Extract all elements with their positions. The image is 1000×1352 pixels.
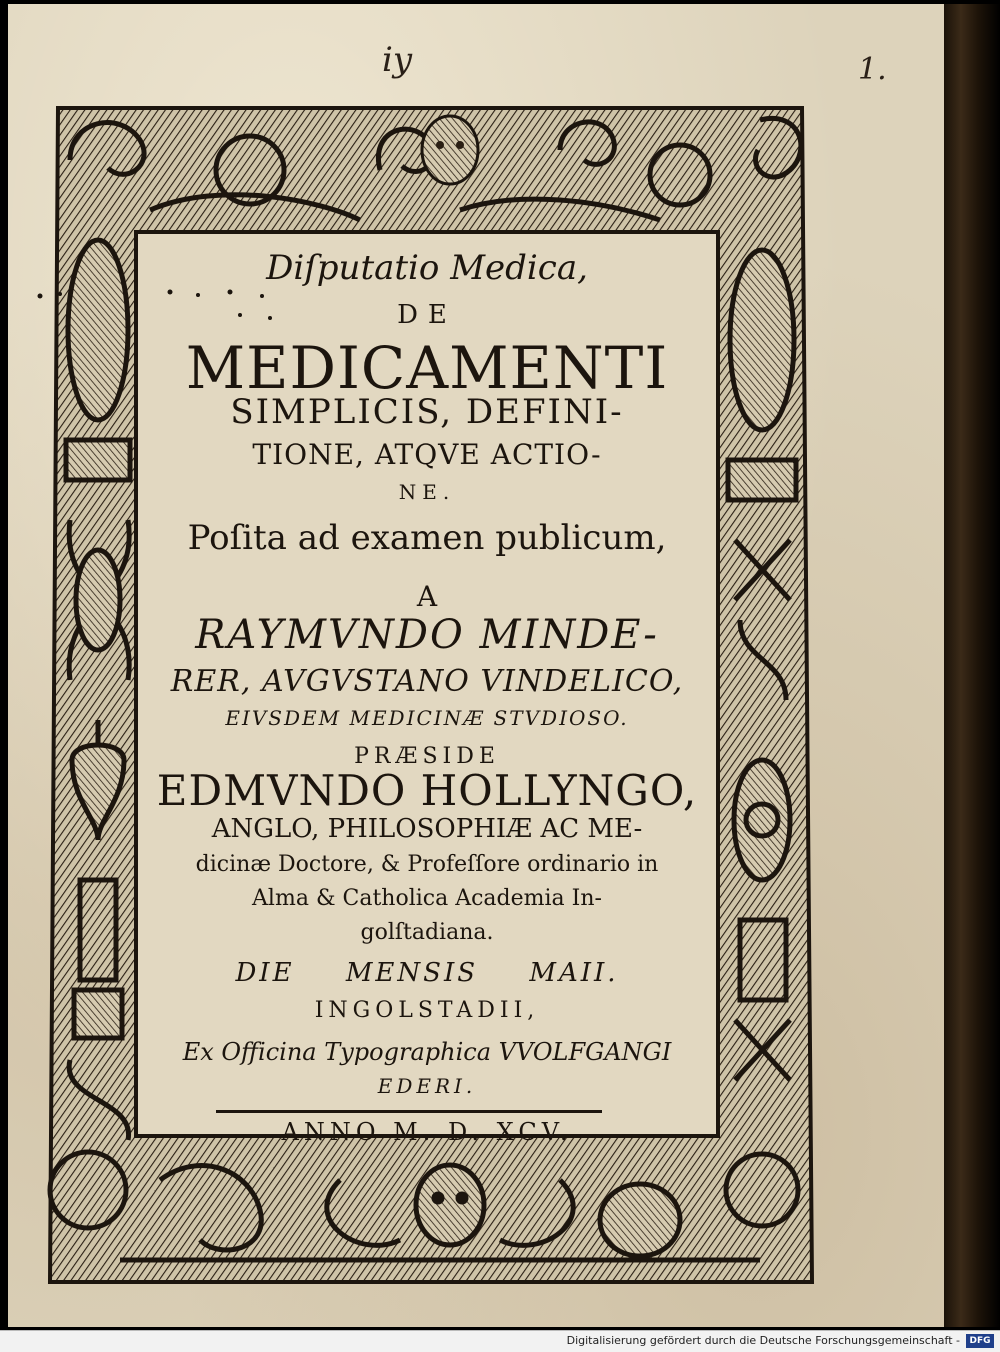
- place-line: INGOLSTADII,: [314, 998, 540, 1023]
- praeses-line-5: golſtadiana.: [360, 920, 494, 945]
- dfg-logo-icon[interactable]: DFG: [966, 1334, 994, 1348]
- author-line-2: RER, AVGVSTANO VINDELICO,: [170, 664, 684, 699]
- praeses-line-2: ANGLO, PHILOSOPHIÆ AC ME-: [211, 814, 643, 844]
- footer-bar: [0, 1330, 1000, 1352]
- footer-credit-text: Digitalisierung gefördert durch die Deutsche Forschungsgemeinschaft -: [566, 1334, 960, 1347]
- printer-line-1: Ex Officina Typographica VVOLFGANGI: [182, 1038, 672, 1066]
- main-title-line: MEDICAMENTI: [185, 334, 669, 402]
- praeses-line-3: dicinæ Doctore, & Profeſſore ordinario in: [195, 852, 659, 877]
- author-line-3: EIVSDEM MEDICINÆ STVDIOSO.: [225, 706, 629, 730]
- manuscript-corner-number: 1.: [858, 52, 887, 87]
- manuscript-folio-number: iy: [382, 40, 413, 80]
- author-line-1: RAYMVNDO MINDE-: [195, 612, 659, 658]
- praeses-line-4: Alma & Catholica Academia In-: [252, 886, 602, 911]
- praeses-name-line: EDMVNDO HOLLYNGO,: [156, 766, 698, 815]
- title-line-4: SIMPLICIS, DEFINI-: [230, 392, 624, 432]
- printer-line-2: EDERI.: [377, 1074, 477, 1098]
- title-line-5: TIONE, ATQVE ACTIO-: [252, 438, 602, 471]
- title-line-6: NE.: [398, 480, 456, 504]
- date-line: DIE MENSIS MAII.: [235, 958, 619, 988]
- praeside-line: PRÆSIDE: [354, 744, 500, 769]
- year-line: ANNO M. D. XCV.: [281, 1118, 573, 1146]
- de-line: DE: [397, 300, 457, 330]
- a-line: A: [416, 580, 438, 613]
- divider-rule: [216, 1110, 602, 1113]
- top-mask-ornament: [422, 116, 478, 184]
- posita-line: Poſita ad examen publicum,: [187, 518, 667, 558]
- disputatio-line: Diſputatio Medica,: [266, 248, 588, 288]
